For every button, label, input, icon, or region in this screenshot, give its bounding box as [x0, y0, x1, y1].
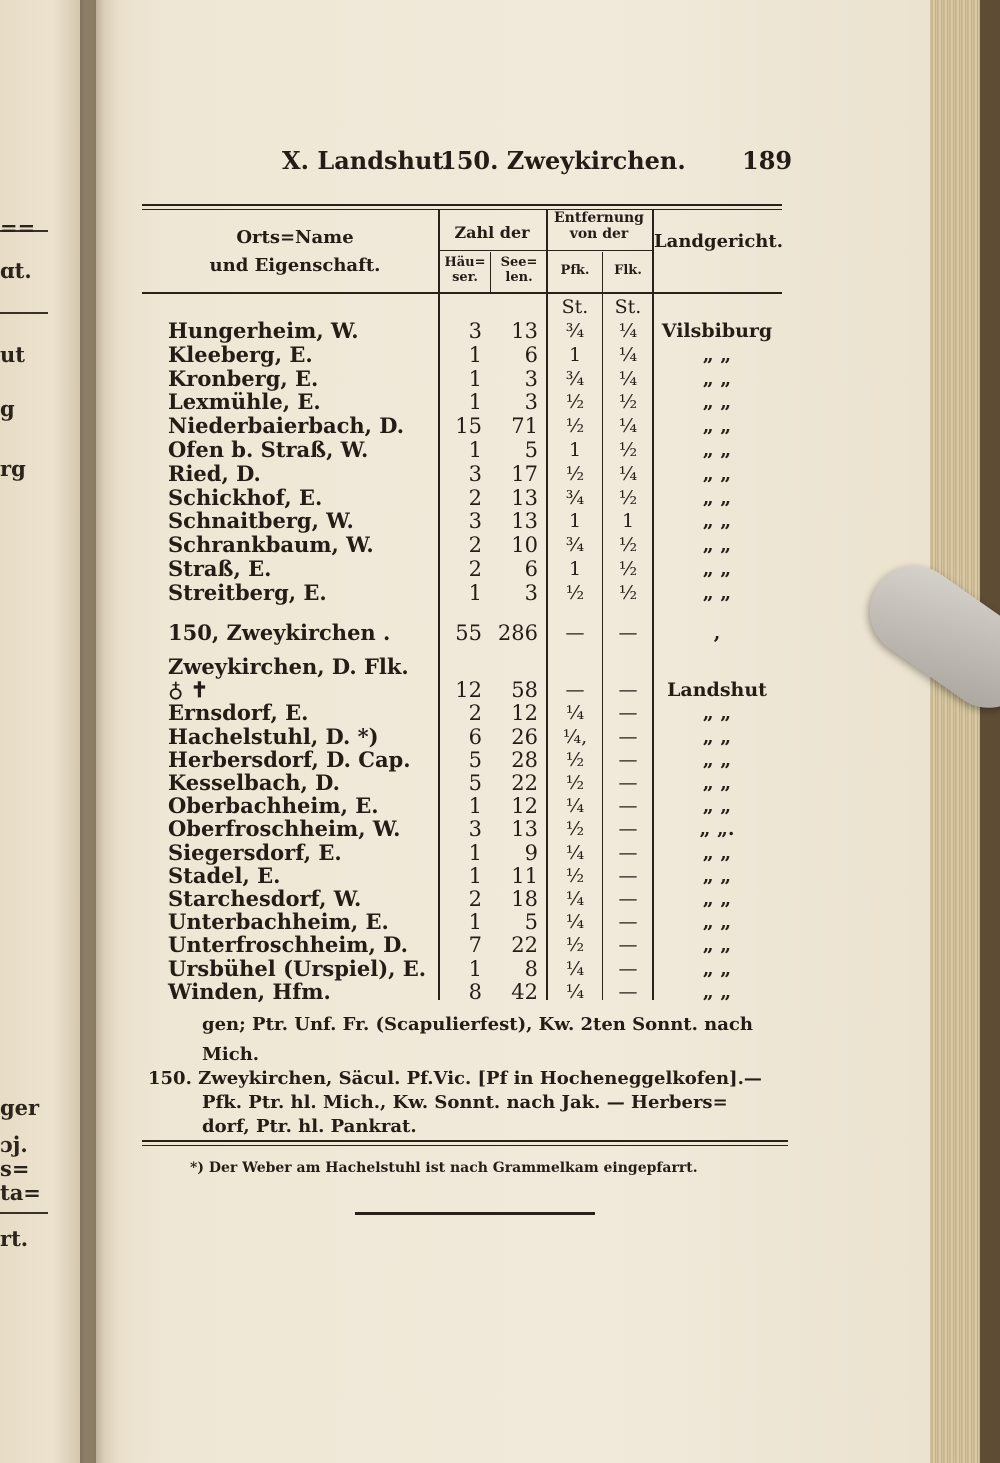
row-flk: — [618, 702, 638, 725]
th-flk: Flk. [614, 263, 642, 278]
row-haeuser: 2 [468, 701, 482, 726]
row-name: Unterbachheim, E. [168, 909, 389, 935]
row-seelen: 10 [511, 533, 538, 558]
row-flk: ¼ [618, 320, 638, 342]
left-fragment: ɑt. [0, 258, 32, 283]
row-flk: — [618, 888, 638, 910]
left-fragment: rg [0, 456, 26, 481]
row-name: Siegersdorf, E. [168, 839, 342, 865]
footnote-rule-inner [142, 1145, 788, 1146]
row-landgericht: „ „ [702, 911, 732, 934]
row-landgericht: „ „ [702, 702, 732, 725]
row-seelen: 3 [524, 390, 538, 415]
row-seelen: 6 [524, 342, 538, 367]
row-landgericht: „ „. [699, 818, 735, 841]
row-haeuser: 1 [468, 910, 482, 935]
row-seelen: 13 [511, 319, 538, 343]
row-pfk: ½ [565, 748, 585, 771]
left-fragment: ger [0, 1095, 40, 1120]
th-name-line2: und Eigenschaft. [209, 255, 381, 276]
row-flk: — [618, 980, 638, 1003]
row-flk: ½ [618, 391, 638, 414]
row-pfk: ¼ [565, 980, 585, 1003]
row-haeuser: 1 [468, 794, 482, 819]
row-name: Schnaitberg, W. [168, 508, 354, 534]
row-landgericht: „ „ [702, 795, 732, 818]
row-flk: — [618, 841, 638, 864]
row-haeuser: 7 [468, 933, 482, 958]
row-pfk: ½ [565, 391, 585, 414]
row-name: Niederbaierbach, D. [168, 413, 405, 439]
row-landgericht: „ „ [702, 558, 732, 580]
row-landgericht: , [713, 622, 721, 644]
left-page-rule [0, 312, 48, 314]
row-flk: ½ [618, 581, 638, 604]
row-name: Hachelstuhl, D. *) [168, 723, 379, 749]
th-pfk: Pfk. [560, 263, 590, 278]
row-name: Kleeberg, E. [168, 341, 313, 367]
row-landgericht: „ „ [702, 841, 732, 864]
row-seelen: 6 [524, 557, 538, 581]
row-haeuser: 5 [468, 771, 482, 795]
left-fragment: s= [0, 1156, 30, 1181]
left-fragment: ut [0, 342, 25, 367]
row-pfk: ¾ [565, 367, 585, 390]
left-page-rule [0, 1212, 48, 1214]
row-seelen: 13 [511, 485, 538, 510]
row-pfk: ½ [565, 581, 585, 604]
row-pfk: ¾ [565, 534, 585, 557]
row-name: Oberfroschheim, W. [168, 816, 401, 842]
page-gutter-shadow [80, 0, 120, 1463]
header-parish: 150. Zweykirchen. [440, 146, 686, 175]
row-landgericht: „ „ [702, 367, 732, 390]
unit-pfk: St. [561, 296, 589, 318]
row-name: Lexmühle, E. [168, 389, 321, 415]
row-name: Winden, Hfm. [168, 978, 331, 1004]
row-haeuser: 1 [468, 863, 482, 888]
row-seelen: 42 [511, 979, 538, 1004]
row-seelen: 22 [511, 933, 538, 958]
row-pfk: ¼ [565, 911, 585, 934]
row-haeuser: 1 [468, 366, 482, 391]
th-name-line1: Orts=Name [236, 227, 354, 248]
row-seelen: 286 [497, 621, 538, 645]
row-landgericht: Vilsbiburg [661, 320, 773, 342]
row-landgericht: „ „ [702, 772, 732, 794]
row-haeuser: 3 [468, 509, 482, 534]
row-haeuser: 55 [455, 621, 482, 645]
row-haeuser: 3 [468, 461, 482, 486]
row-pfk: 1 [568, 558, 582, 580]
row-landgericht: „ „ [702, 415, 732, 438]
row-landgericht: „ „ [702, 391, 732, 414]
row-name: ♁ ✝ [168, 677, 209, 703]
row-landgericht: „ „ [702, 534, 732, 557]
unit-flk: St. [614, 296, 642, 318]
row-flk: ½ [618, 534, 638, 557]
row-landgericht: Landshut [667, 679, 767, 702]
row-landgericht: „ „ [702, 439, 732, 461]
row-seelen: 5 [524, 910, 538, 935]
row-haeuser: 15 [455, 414, 482, 439]
closing-rule [355, 1212, 595, 1215]
row-landgericht: „ „ [702, 864, 732, 887]
row-name: Ursbühel (Urspiel), E. [168, 955, 427, 981]
row-pfk: ½ [565, 415, 585, 438]
row-flk: — [618, 795, 638, 818]
header-section: X. Landshut. [282, 146, 452, 175]
row-flk: ½ [618, 486, 638, 509]
row-seelen: 13 [511, 817, 538, 842]
left-fragment: ɔj. [0, 1132, 28, 1157]
row-haeuser: 3 [468, 817, 482, 842]
row-landgericht: „ „ [702, 725, 732, 748]
row-name: Straß, E. [168, 556, 272, 581]
row-landgericht: „ „ [702, 510, 732, 533]
row-flk: — [618, 957, 638, 980]
row-flk: 1 [621, 510, 635, 533]
row-seelen: 28 [511, 747, 538, 772]
row-flk: — [618, 772, 638, 794]
note-line: Pfk. Ptr. hl. Mich., Kw. Sonnt. nach Jak. — Herbers= [202, 1092, 728, 1113]
row-flk: ¼ [618, 367, 638, 390]
note-line: 150. Zweykirchen, Säcul. Pf.Vic. [Pf in Hocheneggelkofen].— [148, 1068, 762, 1089]
note-line: gen; Ptr. Unf. Fr. (Scapulierfest), Kw. 2ten Sonnt. nach [202, 1014, 753, 1035]
row-seelen: 11 [511, 863, 538, 888]
row-name: Stadel, E. [168, 862, 281, 888]
th-haeuser: Häu= ser. [444, 255, 486, 285]
row-seelen: 58 [511, 678, 538, 703]
table-top-rule [142, 204, 782, 206]
row-landgericht: „ „ [702, 486, 732, 509]
row-flk: — [618, 864, 638, 887]
row-name: Unterfroschheim, D. [168, 932, 408, 958]
row-landgericht: „ „ [702, 343, 732, 366]
col-divider-pfk [602, 252, 603, 1000]
row-haeuser: 6 [468, 724, 482, 749]
row-pfk: ¼ [565, 702, 585, 725]
row-haeuser: 1 [468, 840, 482, 865]
row-pfk: — [565, 679, 585, 702]
table-header-bottom-rule [142, 292, 782, 294]
row-landgericht: „ „ [702, 748, 732, 771]
row-name: 150, Zweykirchen . [168, 620, 391, 645]
row-pfk: ¾ [565, 486, 585, 509]
row-flk: — [618, 725, 638, 748]
row-landgericht: „ „ [702, 888, 732, 910]
row-name: Herbersdorf, D. Cap. [168, 746, 411, 772]
row-landgericht: „ „ [702, 934, 732, 957]
row-name: Kesselbach, D. [168, 770, 340, 795]
row-flk: — [618, 818, 638, 841]
book-cover-edge [980, 0, 1000, 1463]
th-entfernung: Entfernung von der [554, 210, 644, 243]
row-name: Ofen b. Straß, W. [168, 437, 369, 462]
row-haeuser: 12 [455, 678, 482, 703]
row-landgericht: „ „ [702, 980, 732, 1003]
row-pfk: ½ [565, 772, 585, 794]
row-seelen: 13 [511, 509, 538, 534]
row-seelen: 12 [511, 794, 538, 819]
row-pfk: ½ [565, 934, 585, 957]
row-pfk: ½ [565, 864, 585, 887]
row-pfk: ½ [565, 462, 585, 485]
row-seelen: 3 [524, 580, 538, 605]
row-haeuser: 3 [468, 319, 482, 343]
row-name: Schickhof, E. [168, 484, 323, 510]
row-flk: ¼ [618, 462, 638, 485]
row-pfk: — [565, 622, 585, 644]
left-fragment: rt. [0, 1226, 29, 1251]
row-haeuser: 1 [468, 956, 482, 981]
row-flk: ½ [618, 439, 638, 461]
row-name: Ernsdorf, E. [168, 700, 309, 726]
row-haeuser: 2 [468, 485, 482, 510]
row-pfk: ¼ [565, 957, 585, 980]
col-divider-haeuser [490, 252, 491, 292]
row-haeuser: 1 [468, 438, 482, 462]
row-seelen: 22 [511, 771, 538, 795]
row-flk: ½ [618, 558, 638, 580]
footnote-rule [142, 1140, 788, 1142]
row-flk: — [618, 679, 638, 702]
row-haeuser: 8 [468, 979, 482, 1004]
row-name: Kronberg, E. [168, 365, 319, 391]
left-fragment: ta= [0, 1180, 41, 1205]
entfernung-subheader-rule [546, 250, 652, 251]
row-pfk: 1 [568, 439, 582, 461]
table-top-rule-inner [142, 209, 782, 210]
row-pfk: ¾ [565, 320, 585, 342]
row-seelen: 18 [511, 887, 538, 911]
row-flk: ¼ [618, 343, 638, 366]
row-haeuser: 5 [468, 747, 482, 772]
th-seelen: See= len. [500, 255, 538, 285]
note-line: dorf, Ptr. hl. Pankrat. [202, 1116, 417, 1137]
row-flk: — [618, 622, 638, 644]
row-flk: — [618, 934, 638, 957]
row-name: Hungerheim, W. [168, 318, 359, 343]
row-haeuser: 1 [468, 342, 482, 367]
row-seelen: 26 [511, 724, 538, 749]
row-name: Ried, D. [168, 460, 261, 486]
row-flk: ¼ [618, 415, 638, 438]
footnote: *) Der Weber am Hachelstuhl ist nach Grammelkam eingepfarrt. [190, 1160, 698, 1176]
page-number: 189 [742, 146, 793, 175]
th-zahl: Zahl der [454, 223, 530, 242]
row-haeuser: 1 [468, 390, 482, 415]
row-haeuser: 2 [468, 887, 482, 911]
row-name: Oberbachheim, E. [168, 793, 379, 819]
row-pfk: ½ [565, 818, 585, 841]
row-name: Schrankbaum, W. [168, 532, 374, 558]
row-haeuser: 2 [468, 557, 482, 581]
row-pfk: ¼ [565, 841, 585, 864]
row-pfk: ¼, [562, 725, 588, 748]
left-fragment: == [0, 215, 36, 240]
row-haeuser: 2 [468, 533, 482, 558]
row-seelen: 71 [511, 414, 538, 439]
row-pfk: 1 [568, 510, 582, 533]
row-seelen: 3 [524, 366, 538, 391]
row-name: Starchesdorf, W. [168, 886, 362, 911]
note-line: Mich. [202, 1044, 260, 1065]
row-seelen: 5 [524, 438, 538, 462]
row-pfk: 1 [568, 343, 582, 366]
row-pfk: ¼ [565, 795, 585, 818]
left-fragment: g [0, 396, 15, 421]
row-landgericht: „ „ [702, 581, 732, 604]
row-flk: — [618, 911, 638, 934]
row-seelen: 17 [511, 461, 538, 486]
row-pfk: ¼ [565, 888, 585, 910]
row-flk: — [618, 748, 638, 771]
th-landgericht: Landgericht. [654, 231, 783, 252]
row-landgericht: „ „ [702, 462, 732, 485]
row-seelen: 8 [524, 956, 538, 981]
row-landgericht: „ „ [702, 957, 732, 980]
row-haeuser: 1 [468, 580, 482, 605]
row-seelen: 12 [511, 701, 538, 726]
zahl-subheader-rule [438, 250, 546, 251]
row-seelen: 9 [524, 840, 538, 865]
row-name: Streitberg, E. [168, 579, 327, 605]
row-name: Zweykirchen, D. Flk. [168, 654, 409, 679]
